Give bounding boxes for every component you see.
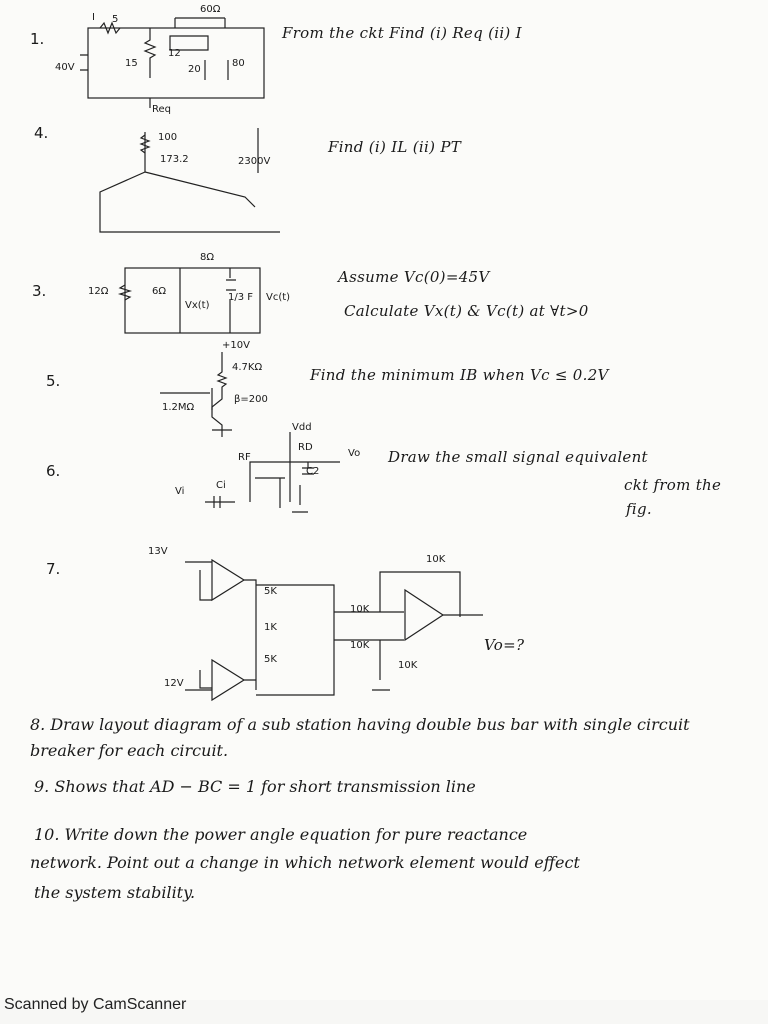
q4-question: Find (i) IL (ii) PT: [328, 138, 462, 156]
q3-label-vc: Vc(t): [266, 292, 291, 303]
q1-label-15: 15: [125, 58, 138, 69]
q6-label-rd: RD: [298, 442, 313, 453]
q6-number: 6.: [46, 462, 61, 480]
q7-label-13v: 13V: [148, 546, 168, 557]
q5-label-vcc: +10V: [222, 340, 250, 351]
q6-label-vi: Vi: [175, 486, 185, 497]
q7-label-vo: Vo=?: [484, 636, 525, 654]
q10-line1: 10. Write down the power angle equation for pure reactance: [34, 825, 528, 844]
q7-label-5k-a: 5K: [264, 586, 277, 597]
q5-number: 5.: [46, 372, 61, 390]
q7-circuit: [185, 560, 483, 700]
q8-text: 8. Draw layout diagram of a sub station having double bus bar with single circuit breaker for each circuit.: [30, 715, 690, 760]
q1-label-12: 12: [168, 48, 181, 59]
q4-number: 4.: [34, 124, 49, 142]
q4-circuit: [100, 128, 280, 232]
q3-label-cap: 1/3 F: [228, 292, 254, 303]
q6-question-line3: fig.: [626, 500, 652, 518]
q3-label-vx: Vx(t): [185, 300, 210, 311]
q7-label-10k-b: 10K: [350, 604, 370, 615]
q7-label-1k: 1K: [264, 622, 277, 633]
q3-question-line2: Calculate Vx(t) & Vc(t) at ∀t>0: [344, 302, 589, 320]
q5-question: Find the minimum IB when Vc ≤ 0.2V: [310, 366, 609, 384]
q5-label-rc: 4.7KΩ: [232, 362, 263, 373]
q10-line2: network. Point out a change in which network element would effect: [30, 853, 580, 872]
q7-number: 7.: [46, 560, 61, 578]
q6-circuit: [205, 432, 340, 512]
q4-label-173: 173.2: [160, 154, 189, 165]
q3-number: 3.: [32, 282, 47, 300]
q3-question-line1: Assume Vc(0)=45V: [338, 268, 490, 286]
q6-label-rf: RF: [238, 452, 251, 463]
q6-question-line1: Draw the small signal equivalent: [388, 448, 648, 466]
q3-label-12: 12Ω: [88, 286, 109, 297]
q1-label-60: 60Ω: [200, 4, 221, 15]
q6-question-line2: ckt from the: [624, 476, 722, 494]
q1-number: 1.: [30, 30, 45, 48]
q1-label-20: 20: [188, 64, 201, 75]
q5-label-beta: β=200: [234, 394, 268, 405]
q4-label-voltage: 2300V: [238, 156, 271, 167]
q1-label-80: 80: [232, 58, 245, 69]
q1-label-current: I: [92, 12, 95, 23]
q6-label-vo: Vo: [348, 448, 361, 459]
q7-label-10k-c: 10K: [350, 640, 370, 651]
q4-label-100: 100: [158, 132, 178, 143]
q9-text: 9. Shows that AD − BC = 1 for short transmission line: [34, 777, 476, 796]
q6-label-vdd: Vdd: [292, 422, 312, 433]
q1-label-req: Req: [152, 104, 171, 115]
scanner-watermark: Scanned by CamScanner: [4, 996, 187, 1013]
q3-label-6: 6Ω: [152, 286, 167, 297]
q1-label-source: 40V: [55, 62, 75, 73]
q5-circuit: [160, 352, 232, 437]
q1-label-5: 5: [112, 14, 119, 25]
q1-question: From the ckt Find (i) Req (ii) I: [282, 24, 522, 42]
q5-label-rb: 1.2MΩ: [162, 402, 195, 413]
q7-label-5k-b: 5K: [264, 654, 277, 665]
q3-label-8: 8Ω: [200, 252, 215, 263]
q10-line3: the system stability.: [34, 883, 196, 902]
q6-label-c2: C2: [306, 466, 320, 477]
q6-label-ci: Ci: [216, 480, 226, 491]
q7-label-10k-a: 10K: [426, 554, 446, 565]
q7-label-10k-d: 10K: [398, 660, 418, 671]
q7-label-12v: 12V: [164, 678, 184, 689]
